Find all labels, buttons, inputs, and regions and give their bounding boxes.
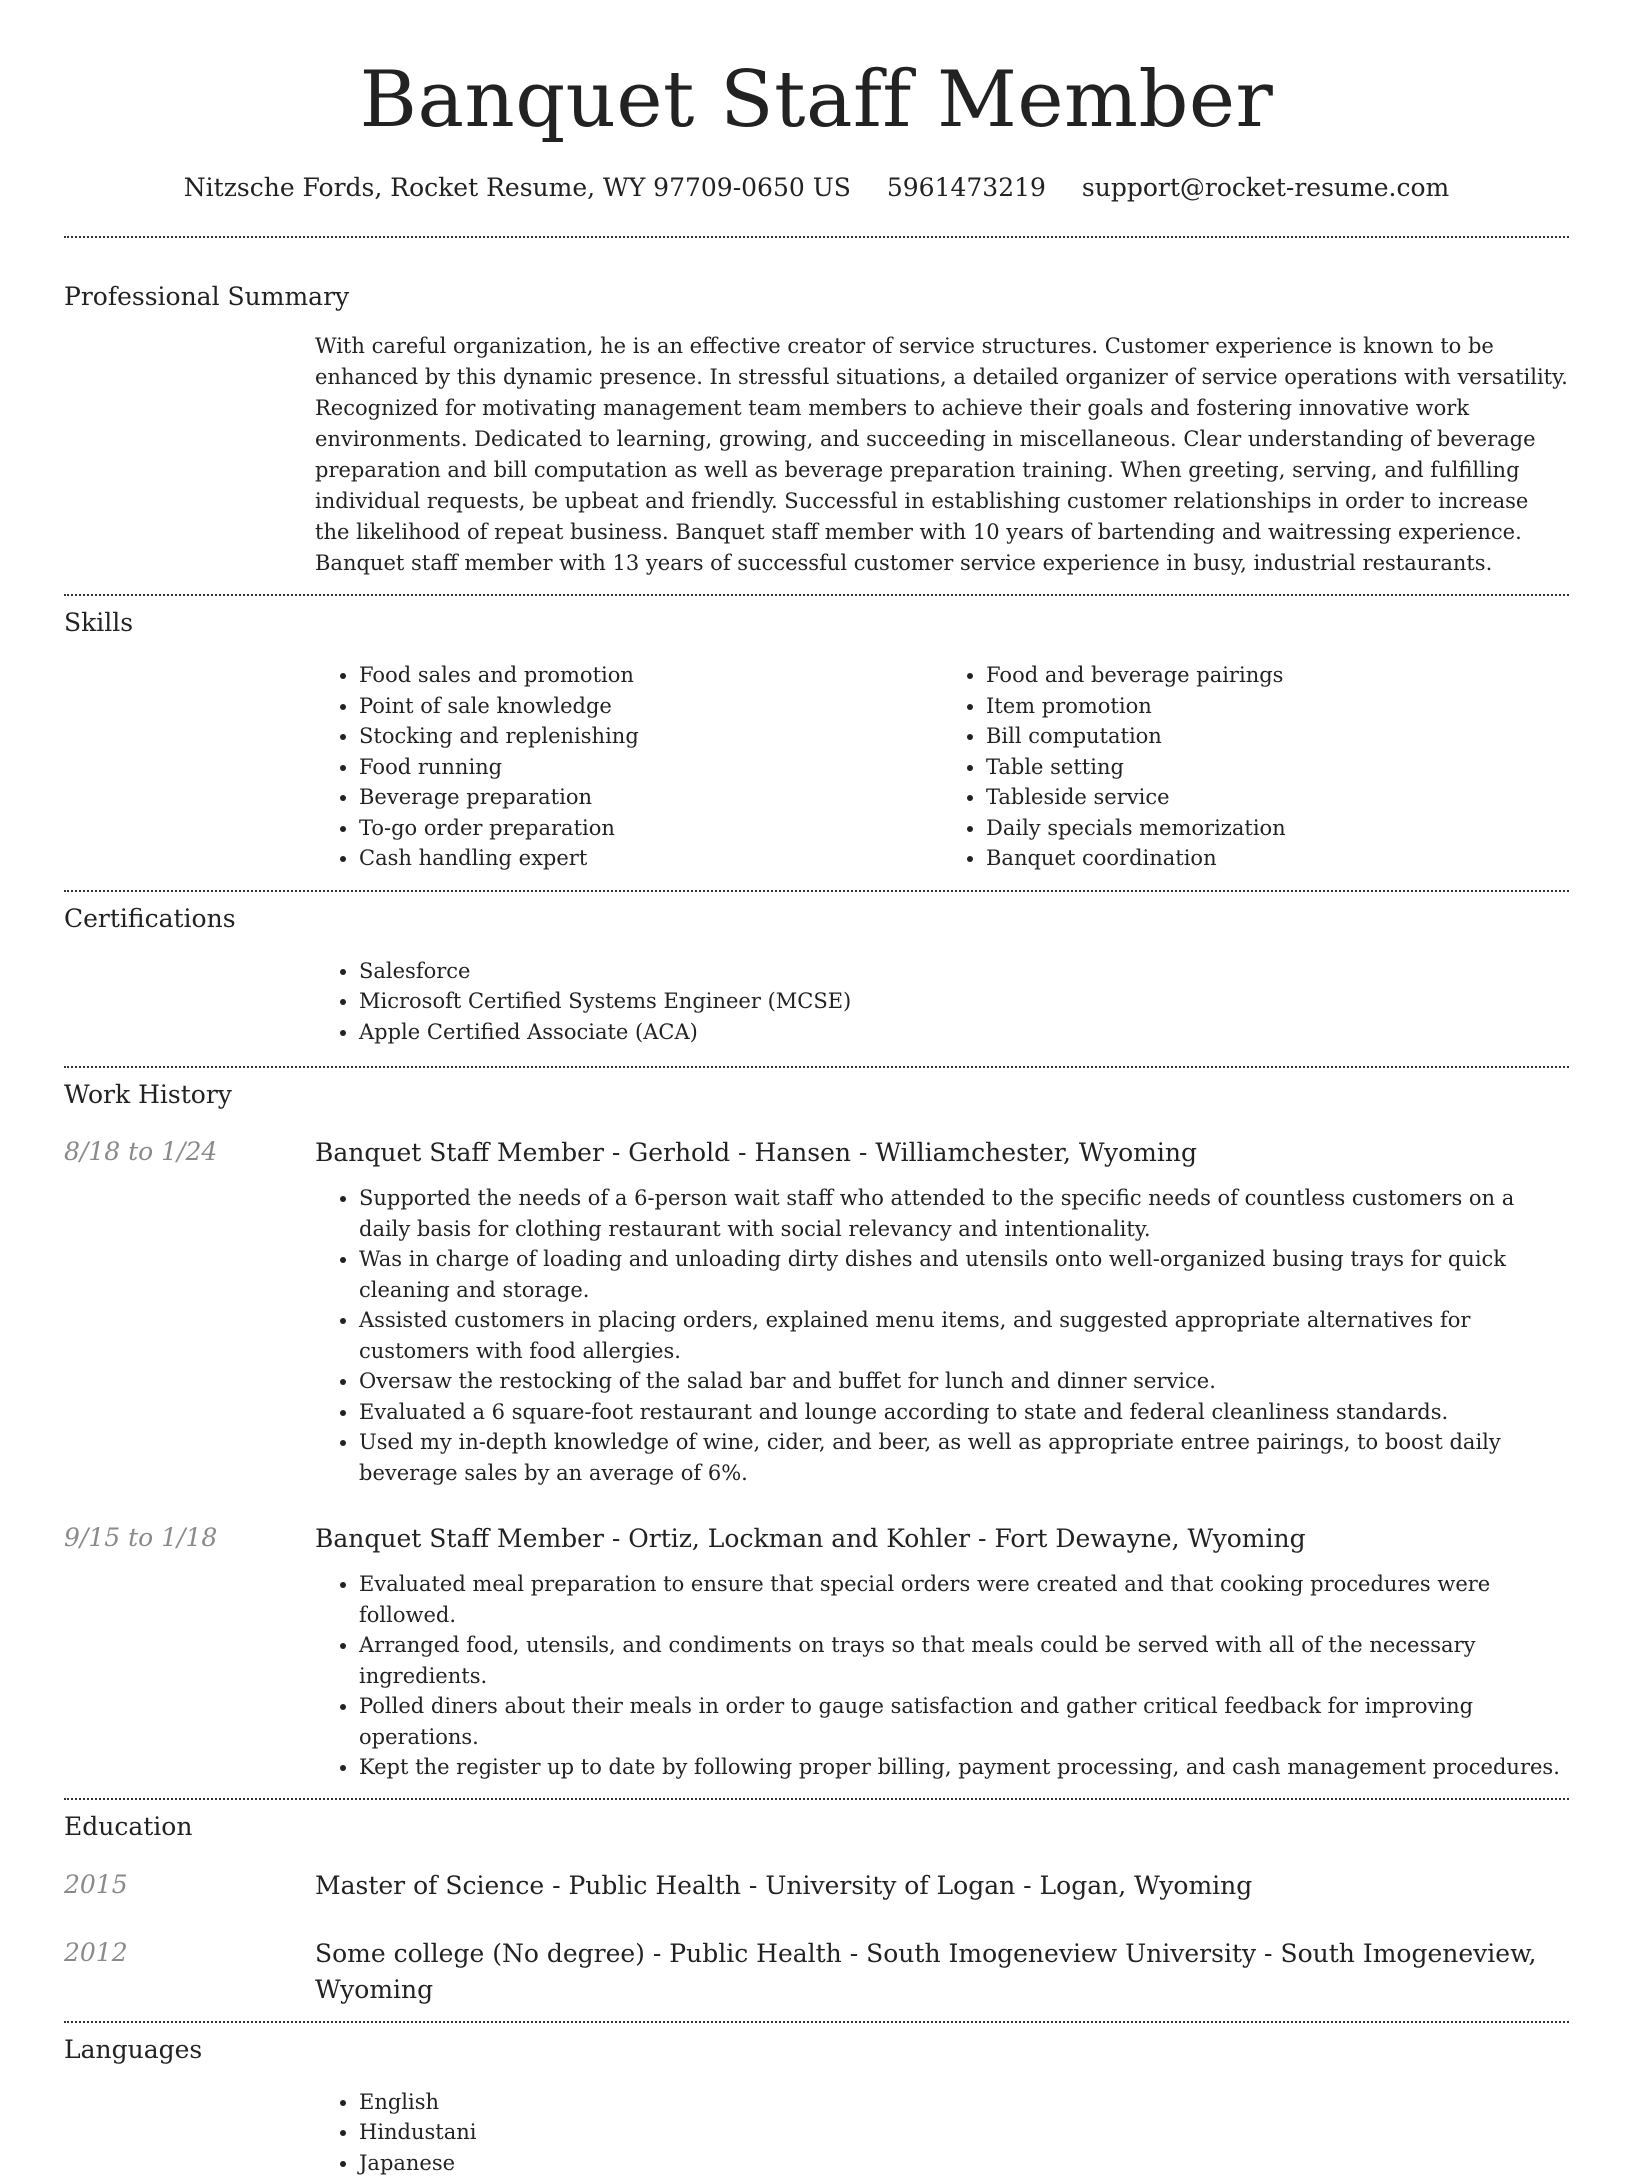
language-item: • Hindustani xyxy=(359,2117,1569,2148)
skill-item: • Food and beverage pairings xyxy=(986,660,1569,691)
divider xyxy=(64,1066,1569,1068)
resume-page xyxy=(64,0,1569,2178)
skill-item: • Cash handling expert xyxy=(359,843,942,874)
education-entry xyxy=(64,1868,1569,1904)
job-bullet: • Used my in-depth knowledge of wine, cider, and beer, as well as appropriate entree pairings, to boost daily beverage sales by an average of 6%. xyxy=(359,1427,1569,1488)
summary-heading: Professional Summary xyxy=(64,280,1569,314)
summary-section xyxy=(64,280,1569,579)
divider xyxy=(64,890,1569,892)
language-item: • English xyxy=(359,2087,1569,2118)
certification-item: • Microsoft Certified Systems Engineer (MCSE) xyxy=(359,986,1569,1017)
job-header: Banquet Staff Member - Ortiz, Lockman and Kohler - Fort Dewayne, Wyoming xyxy=(315,1521,1306,1557)
skill-item: • Item promotion xyxy=(986,691,1569,722)
education-degree: Some college (No degree) - Public Health - South Imogeneview University - South Imogeneview, Wyoming xyxy=(315,1936,1569,2008)
skills-columns xyxy=(315,660,1569,874)
certifications-section xyxy=(64,902,1569,1048)
job-bullet: • Supported the needs of a 6-person wait staff who attended to the specific needs of countless customers on a daily basis for clothing restaurant with social relevancy and intentionality. xyxy=(359,1183,1569,1244)
divider xyxy=(64,2021,1569,2023)
languages-section xyxy=(64,2033,1569,2178)
certifications-heading: Certifications xyxy=(64,902,1569,936)
languages-heading: Languages xyxy=(64,2033,1569,2067)
skill-item: • Food running xyxy=(359,752,942,783)
contact-address: Nitzsche Fords, Rocket Resume, WY 97709-0650 US xyxy=(184,173,851,202)
education-year: 2012 xyxy=(64,1936,315,2008)
work-history-heading: Work History xyxy=(64,1078,1569,1112)
job-bullet: • Polled diners about their meals in order to gauge satisfaction and gather critical feedback for improving operations. xyxy=(359,1691,1569,1752)
certification-item: • Salesforce xyxy=(359,956,1569,987)
certification-item: • Apple Certified Associate (ACA) xyxy=(359,1017,1569,1048)
job-bullet: • Evaluated a 6 square-foot restaurant and lounge according to state and federal cleanliness standards. xyxy=(359,1397,1569,1428)
certifications-list xyxy=(315,956,1569,1048)
divider xyxy=(64,594,1569,596)
divider xyxy=(64,1798,1569,1800)
job-bullets xyxy=(315,1183,1569,1488)
education-degree: Master of Science - Public Health - University of Logan - Logan, Wyoming xyxy=(315,1868,1252,1904)
job-header: Banquet Staff Member - Gerhold - Hansen - Williamchester, Wyoming xyxy=(315,1135,1197,1171)
skills-section xyxy=(64,606,1569,874)
contact-line xyxy=(64,168,1569,208)
languages-list xyxy=(315,2087,1569,2178)
skill-item: • Tableside service xyxy=(986,782,1569,813)
contact-phone[interactable]: 5961473219 xyxy=(887,173,1046,202)
divider xyxy=(64,236,1569,238)
skill-item: • Food sales and promotion xyxy=(359,660,942,691)
education-entry xyxy=(64,1936,1569,2008)
work-history-section xyxy=(64,1078,1569,1783)
skill-item: • Bill computation xyxy=(986,721,1569,752)
skill-item: • Banquet coordination xyxy=(986,843,1569,874)
skill-item: • Point of sale knowledge xyxy=(359,691,942,722)
job-bullet: • Was in charge of loading and unloading dirty dishes and utensils onto well-organized busing trays for quick cleaning and storage. xyxy=(359,1244,1569,1305)
skill-item: • Stocking and replenishing xyxy=(359,721,942,752)
education-heading: Education xyxy=(64,1810,1569,1844)
skill-item: • Daily specials memorization xyxy=(986,813,1569,844)
page-title: Banquet Staff Member xyxy=(64,0,1569,150)
job-bullet: • Evaluated meal preparation to ensure that special orders were created and that cooking procedures were followed. xyxy=(359,1569,1569,1630)
skill-item: • Beverage preparation xyxy=(359,782,942,813)
job-dates: 9/15 to 1/18 xyxy=(64,1521,315,1557)
summary-text: With careful organization, he is an effective creator of service structures. Customer experience is known to be enhanced by this dynamic presence. In stressful situations, a detailed organizer of service operations with versatility. Recognized for motivating management team members to achieve their goals and fostering innovative work environments. Dedicated to learning, growing, and succeeding in miscellaneous. Clear understanding of beverage preparation and bill computation as well as beverage preparation training. When greeting, serving, and fulfilling individual requests, be upbeat and friendly. Successful in establishing customer relationships in order to increase the likelihood of repeat business. Banquet staff member with 10 years of bartending and waitressing experience. Banquet staff member with 13 years of successful customer service experience in busy, industrial restaurants. xyxy=(315,331,1569,579)
job-entry xyxy=(64,1135,1569,1171)
job-bullet: • Assisted customers in placing orders, explained menu items, and suggested appropriate alternatives for customers with food allergies. xyxy=(359,1305,1569,1366)
skills-list-right xyxy=(942,660,1569,874)
job-bullets xyxy=(315,1569,1569,1783)
skills-list-left xyxy=(315,660,942,874)
job-bullet: • Kept the register up to date by following proper billing, payment processing, and cash management procedures. xyxy=(359,1752,1569,1783)
skill-item: • To-go order preparation xyxy=(359,813,942,844)
contact-email[interactable]: support@rocket-resume.com xyxy=(1082,173,1449,202)
education-year: 2015 xyxy=(64,1868,315,1904)
skill-item: • Table setting xyxy=(986,752,1569,783)
job-bullet: • Arranged food, utensils, and condiments on trays so that meals could be served with all of the necessary ingredients. xyxy=(359,1630,1569,1691)
job-entry xyxy=(64,1521,1569,1557)
job-bullet: • Oversaw the restocking of the salad bar and buffet for lunch and dinner service. xyxy=(359,1366,1569,1397)
skills-heading: Skills xyxy=(64,606,1569,640)
language-item: • Japanese xyxy=(359,2148,1569,2178)
job-dates: 8/18 to 1/24 xyxy=(64,1135,315,1171)
education-section xyxy=(64,1810,1569,2008)
